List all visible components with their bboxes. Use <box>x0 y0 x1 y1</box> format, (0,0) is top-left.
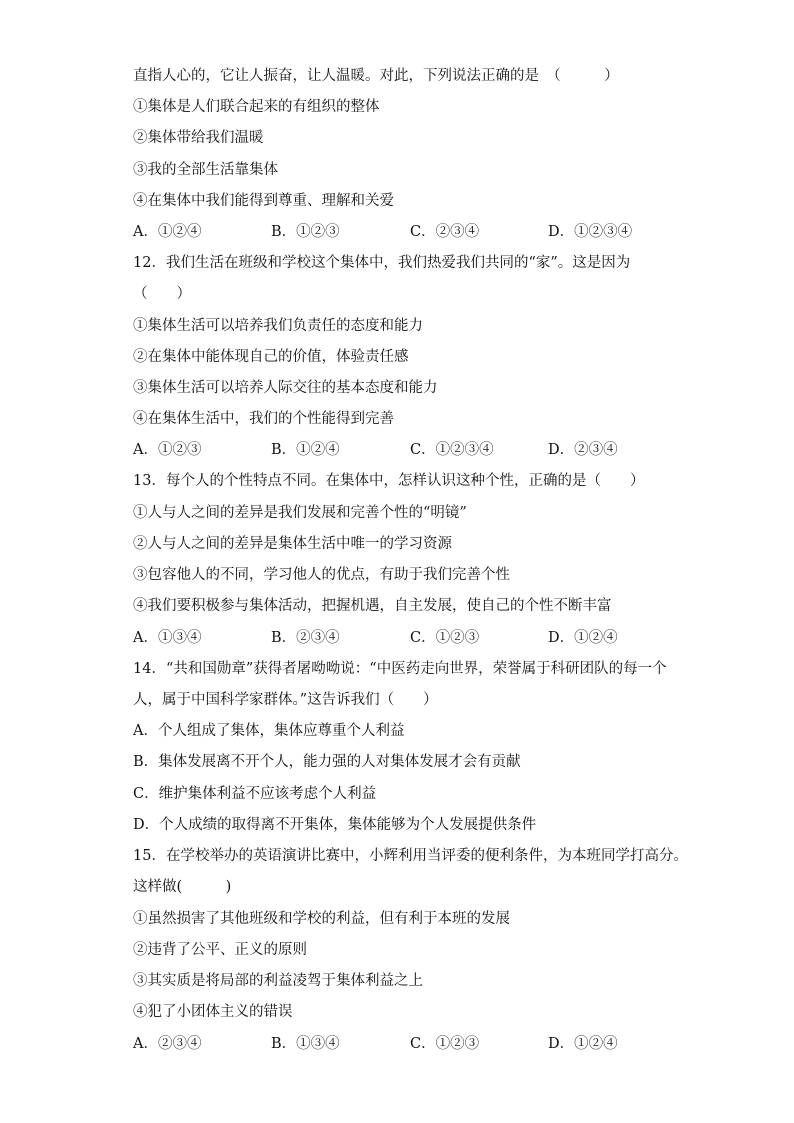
q12-item-3: ③集体生活可以培养人际交往的基本态度和能力 <box>133 380 438 396</box>
q13-item-1: ①人与人之间的差异是我们发展和完善个性的“明镜” <box>133 505 467 521</box>
q14-choice-d: D．个人成绩的取得离不开集体，集体能够为个人发展提供条件 <box>133 817 537 833</box>
q13-item-2: ②人与人之间的差异是集体生活中唯一的学习资源 <box>133 536 452 552</box>
q12-item-1: ①集体生活可以培养我们负责任的态度和能力 <box>133 318 423 334</box>
q11-option-d: D．①②③④ <box>548 224 633 240</box>
q14-stem-cont: 人，属于中国科学家群体。”这告诉我们（ ） <box>133 692 438 708</box>
q15-item-1: ①虽然损害了其他班级和学校的利益，但有利于本班的发展 <box>133 911 510 927</box>
q15-option-d: D．①②④ <box>548 1036 618 1052</box>
q14-stem: 14．“共和国勋章”获得者屠呦呦说：“中医药走向世界，荣誉属于科研团队的每一个 <box>133 661 667 677</box>
q15-option-c: C．①②③ <box>410 1036 480 1052</box>
q12-option-a: A．①②③ <box>133 442 202 458</box>
q12-item-4: ④在集体生活中，我们的个性能得到完善 <box>133 411 394 427</box>
q12-option-c: C．①②③④ <box>410 442 494 458</box>
q11-stem: 直指人心的，它让人振奋，让人温暖。对此，下列说法正确的是 （ ） <box>133 68 619 84</box>
q14-choice-c: C．维护集体利益不应该考虑个人利益 <box>133 786 377 802</box>
q15-stem-cont: 这样做( ) <box>133 879 232 895</box>
q11-item-3: ③我的全部生活靠集体 <box>133 162 278 178</box>
q15-option-b: B．①③④ <box>271 1036 340 1052</box>
q12-stem-cont: （ ） <box>133 286 191 302</box>
q13-item-3: ③包容他人的不同，学习他人的优点，有助于我们完善个性 <box>133 567 510 583</box>
q13-item-4: ④我们要积极参与集体活动，把握机遇，自主发展，使自己的个性不断丰富 <box>133 598 612 614</box>
q11-option-b: B．①②③ <box>271 224 340 240</box>
q11-item-4: ④在集体中我们能得到尊重、理解和关爱 <box>133 193 394 209</box>
q15-item-3: ③其实质是将局部的利益凌驾于集体利益之上 <box>133 973 423 989</box>
q11-option-a: A．①②④ <box>133 224 202 240</box>
q15-item-4: ④犯了小团体主义的错误 <box>133 1004 293 1020</box>
q12-option-d: D．②③④ <box>548 442 618 458</box>
q13-option-d: D．①②④ <box>548 630 618 646</box>
q15-stem: 15．在学校举办的英语演讲比赛中，小辉利用当评委的便利条件，为本班同学打高分。 <box>133 848 688 864</box>
q15-item-2: ②违背了公平、正义的原则 <box>133 942 307 958</box>
q14-choice-b: B．集体发展离不开个人，能力强的人对集体发展才会有贡献 <box>133 754 521 770</box>
q12-item-2: ②在集体中能体现自己的价值，体验责任感 <box>133 349 409 365</box>
q11-item-2: ②集体带给我们温暖 <box>133 130 264 146</box>
q12-option-b: B．①②④ <box>271 442 340 458</box>
q14-choice-a: A．个人组成了集体，集体应尊重个人利益 <box>133 723 405 739</box>
q12-stem: 12．我们生活在班级和学校这个集体中，我们热爱我们共同的“家”。这是因为 <box>133 255 631 271</box>
q15-option-a: A．②③④ <box>133 1036 202 1052</box>
q11-item-1: ①集体是人们联合起来的有组织的整体 <box>133 99 380 115</box>
q13-option-c: C．①②③ <box>410 630 480 646</box>
q13-stem: 13．每个人的个性特点不同。在集体中，怎样认识这种个性，正确的是（ ） <box>133 473 645 489</box>
q13-option-b: B．②③④ <box>271 630 340 646</box>
q11-option-c: C．②③④ <box>410 224 480 240</box>
q13-option-a: A．①③④ <box>133 630 202 646</box>
